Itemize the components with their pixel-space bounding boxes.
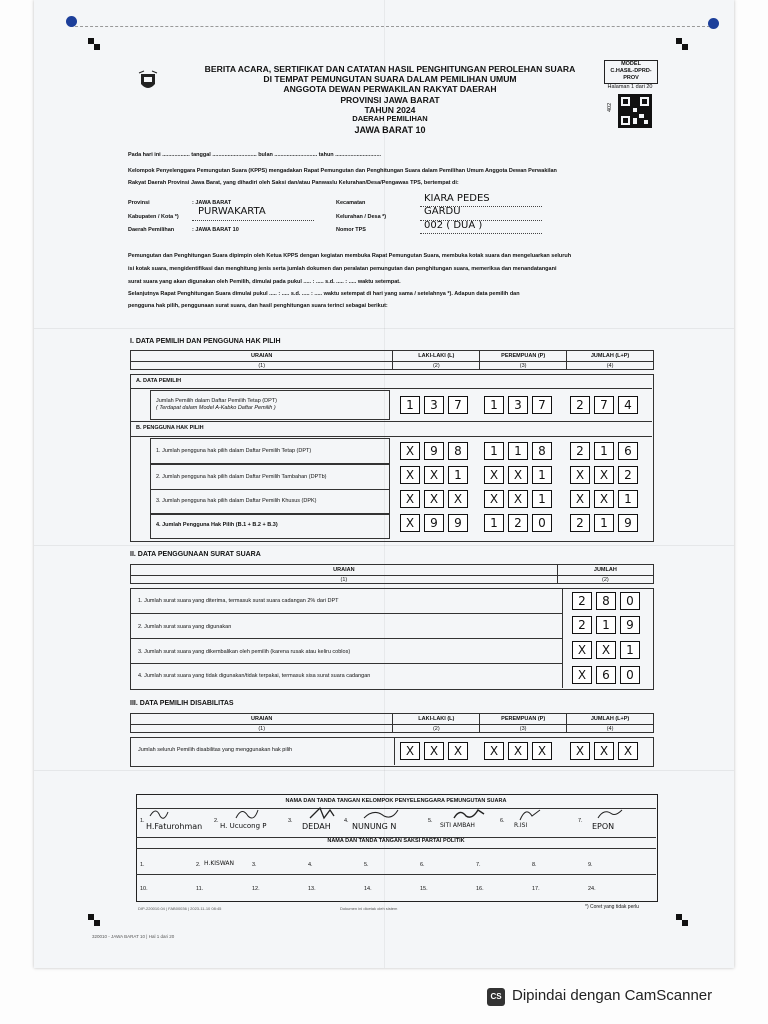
corner-marker-icon — [94, 44, 100, 50]
saksi-number: 14. — [364, 886, 372, 892]
saksi-number: 16. — [476, 886, 484, 892]
digit-box[interactable]: 4 — [618, 396, 638, 414]
section-3-title: III. DATA PEMILIH DISABILITAS — [130, 700, 234, 707]
digit-box[interactable]: 1 — [508, 442, 528, 460]
digit-box[interactable]: X — [532, 742, 552, 760]
camscanner-logo-icon: CS — [487, 988, 505, 1006]
qr-code-icon — [618, 94, 652, 128]
footer-page: 320010 - JAWA BARAT 10 | Hal 1 dari 20 — [92, 934, 175, 939]
digit-box[interactable]: 2 — [570, 514, 590, 532]
saksi-number: 24. — [588, 886, 596, 892]
digit-box[interactable]: 1 — [532, 466, 552, 484]
row-label: 1. Jumlah surat suara yang diterima, termasuk surat suara cadangan 2% dari DPT — [138, 598, 339, 604]
kecamatan-value: KIARA PEDES — [424, 193, 490, 204]
digit-box[interactable]: X — [570, 490, 590, 508]
digit-box[interactable]: 1 — [484, 396, 504, 414]
kelurahan-value: GARDU — [424, 206, 461, 217]
saksi-number: 3. — [252, 862, 257, 868]
digit-box[interactable]: X — [400, 742, 420, 760]
digit-box[interactable]: X — [424, 742, 444, 760]
kpps-number: 1. — [140, 818, 145, 824]
saksi-number: 8. — [532, 862, 537, 868]
digit-box[interactable]: 1 — [448, 466, 468, 484]
body-text-line: pengguna hak pilih, penggunaan surat suara, dan hasil penghitungan suara terinci sebagai berikut: — [128, 303, 388, 309]
digit-box[interactable]: X — [596, 641, 616, 659]
digit-box[interactable]: X — [484, 742, 504, 760]
tps-value: 002 ( DUA ) — [424, 220, 483, 231]
group-b-label: B. PENGGUNA HAK PILIH — [136, 425, 204, 431]
kpps-name: NUNUNG N — [352, 822, 397, 831]
digit-box[interactable]: X — [508, 742, 528, 760]
digit-box[interactable]: X — [448, 490, 468, 508]
section-1-header — [130, 350, 654, 370]
col-num: (1) — [131, 576, 558, 584]
kpps-signatures-icon — [140, 804, 660, 826]
digit-box[interactable]: X — [572, 641, 592, 659]
col-num: (1) — [131, 725, 393, 733]
corner-marker-icon — [682, 44, 688, 50]
provinsi-label: Provinsi — [128, 200, 150, 206]
col-laki: LAKI-LAKI (L) — [393, 714, 480, 725]
saksi-number: 6. — [420, 862, 425, 868]
digit-box[interactable]: X — [594, 466, 614, 484]
section-1-title: I. DATA PEMILIH DAN PENGGUNA HAK PILIH — [130, 338, 281, 345]
col-uraian: URAIAN — [131, 565, 558, 576]
digit-box[interactable]: 2 — [572, 616, 592, 634]
kabupaten-value: PURWAKARTA — [198, 206, 266, 217]
digit-box[interactable]: 2 — [570, 442, 590, 460]
corner-marker-icon — [94, 920, 100, 926]
digit-box[interactable]: 3 — [424, 396, 444, 414]
digit-box[interactable]: X — [400, 466, 420, 484]
digit-box[interactable]: 3 — [508, 396, 528, 414]
digit-box[interactable]: 1 — [400, 396, 420, 414]
saksi-signature-title: NAMA DAN TANDA TANGAN SAKSI PARTAI POLITIK — [327, 838, 465, 844]
col-num: (3) — [480, 725, 567, 733]
col-num: (2) — [393, 362, 480, 370]
kpps-signature-title: NAMA DAN TANDA TANGAN KELOMPOK PENYELENGGARA PEMUNGUTAN SUARA — [285, 798, 507, 804]
kpps-name: EPON — [592, 822, 615, 831]
digit-box[interactable]: 0 — [620, 666, 640, 684]
digit-box[interactable]: 9 — [424, 514, 444, 532]
body-text-line: Pemungutan dan Penghitungan Suara dipimpin oleh Ketua KPPS dengan kegiatan membuka Rapat Pemungutan Suara, membuka kotak suara dan mengeluarkan seluruh — [128, 253, 572, 259]
camscanner-watermark: Dipindai dengan CamScanner — [512, 987, 713, 1004]
row-label: 3. Jumlah pengguna hak pilih dalam Daftar Pemilih Khusus (DPK) — [156, 498, 317, 504]
dapil-value: : JAWA BARAT 10 — [192, 227, 239, 233]
kpps-number: 2. — [214, 818, 219, 824]
row-label: 1. Jumlah pengguna hak pilih dalam Daftar Pemilih Tetap (DPT) — [156, 448, 312, 454]
digit-box[interactable]: 2 — [618, 466, 638, 484]
saksi-number: 17. — [532, 886, 540, 892]
digit-box[interactable]: 1 — [618, 490, 638, 508]
digit-box[interactable]: X — [572, 666, 592, 684]
provinsi-value: : JAWA BARAT — [192, 200, 232, 206]
digit-box[interactable]: X — [570, 742, 590, 760]
digit-box[interactable]: 1 — [532, 490, 552, 508]
col-perempuan: PEREMPUAN (P) — [480, 714, 567, 725]
digit-box[interactable]: X — [400, 514, 420, 532]
digit-box[interactable]: X — [484, 490, 504, 508]
kabupaten-label: Kabupaten / Kota *) — [128, 214, 179, 220]
row-label: Jumlah seluruh Pemilih disabilitas yang menggunakan hak pilih — [138, 747, 293, 753]
digit-box[interactable]: 1 — [484, 442, 504, 460]
digit-box[interactable]: 6 — [596, 666, 616, 684]
saksi-number: 11. — [196, 886, 204, 892]
saksi-number: 9. — [588, 862, 593, 868]
digit-box[interactable]: X — [594, 490, 614, 508]
digit-box[interactable]: 9 — [620, 616, 640, 634]
digit-box[interactable]: 7 — [532, 396, 552, 414]
district-heading: DAERAH PEMILIHAN JAWA BARAT 10 — [352, 114, 428, 135]
col-num: (3) — [480, 362, 567, 370]
qr-number: 402 — [607, 102, 613, 112]
digit-box[interactable]: X — [618, 742, 638, 760]
corner-marker-icon — [682, 920, 688, 926]
model-badge: MODEL C.HASIL-DPRD- PROV — [604, 60, 658, 84]
col-num: (2) — [557, 576, 653, 584]
digit-box[interactable]: 0 — [620, 592, 640, 610]
footer-code: DIP-220010.04 | FAB00036 | 2023-11-10 08:45 — [138, 906, 222, 911]
kpps-name: SITI AMBAH — [440, 822, 475, 829]
kpps-number: 3. — [288, 818, 293, 824]
digit-box[interactable]: 8 — [596, 592, 616, 610]
kecamatan-label: Kecamatan — [336, 200, 366, 206]
saksi-number: 10. — [140, 886, 148, 892]
digit-box[interactable]: 2 — [572, 592, 592, 610]
row-label: Jumlah Pemilih dalam Daftar Pemilih Tetap (DPT) — [156, 398, 277, 404]
group-b-row — [130, 421, 652, 437]
dapil-label: Daerah Pemilihan — [128, 227, 175, 233]
digit-box[interactable]: 7 — [594, 396, 614, 414]
digit-box[interactable]: 7 — [448, 396, 468, 414]
saksi-grid-divider — [136, 874, 656, 875]
saksi-number: 13. — [308, 886, 316, 892]
tps-label: Nomor TPS — [336, 227, 366, 233]
row-sublabel: ( Terdapat dalam Model A-Kabko Daftar Pemilih ) — [156, 405, 276, 411]
col-num: (1) — [131, 362, 393, 370]
kpps-number: 4. — [344, 818, 349, 824]
document-title: BERITA ACARA, SERTIFIKAT DAN CATATAN HASIL PENGHITUNGAN PEROLEHAN SUARA DI TEMPAT PEMUNGUTAN SUARA DALAM PEMILIHAN UMUM ANGGOTA DEWAN PERWAKILAN RAKYAT DAERAH PROVINSI JAWA BARAT TAHUN 2024 — [204, 64, 576, 115]
digit-box[interactable]: X — [508, 490, 528, 508]
saksi-number: 5. — [364, 862, 369, 868]
row-label: 4. Jumlah surat suara yang tidak digunakan/tidak terpakai, termasuk sisa surat suara cadangan — [138, 673, 371, 679]
digit-box[interactable]: X — [570, 466, 590, 484]
intro-line: Pada hari ini .................. tanggal ............................. bulan ............................ tahun .............................. — [128, 152, 382, 158]
digit-box[interactable]: 9 — [424, 442, 444, 460]
digit-box[interactable]: 9 — [618, 514, 638, 532]
digit-box[interactable]: X — [508, 466, 528, 484]
col-laki: LAKI-LAKI (L) — [393, 351, 480, 362]
body-text-line: Selanjutnya Rapat Penghitungan Suara dimulai pukul ..... : ..... s.d. ..... : ..... waktu setempat di hari yang sama / setelahnya *). Adapun data pemilih dan — [128, 291, 520, 297]
digit-box[interactable]: X — [448, 742, 468, 760]
kpps-name: DEDAH — [302, 822, 331, 831]
col-num: (4) — [567, 362, 654, 370]
kpps-number: 5. — [428, 818, 433, 824]
pushpin-icon — [66, 16, 77, 27]
section-2-title: II. DATA PENGGUNAAN SURAT SUARA — [130, 551, 261, 558]
kelurahan-label: Kelurahan / Desa *) — [336, 214, 387, 220]
pushpin-icon — [708, 18, 719, 29]
digit-box[interactable]: 2 — [508, 514, 528, 532]
kpps-name: R.ISI — [514, 822, 528, 829]
saksi-name: H.KISWAN — [204, 860, 235, 867]
digit-box[interactable]: 9 — [448, 514, 468, 532]
digit-box[interactable]: X — [424, 466, 444, 484]
col-num: (2) — [393, 725, 480, 733]
group-a-row — [130, 374, 652, 389]
digit-box[interactable]: X — [484, 466, 504, 484]
saksi-number: 1. — [140, 862, 145, 868]
digit-box[interactable]: X — [594, 742, 614, 760]
col-uraian: URAIAN — [131, 714, 393, 725]
col-jumlah: JUMLAH (L+P) — [567, 714, 654, 725]
digit-box[interactable]: 1 — [596, 616, 616, 634]
saksi-number: 12. — [252, 886, 260, 892]
kpps-name: H.Faturohman — [146, 822, 203, 831]
digit-box[interactable]: 2 — [570, 396, 590, 414]
body-text-line: surat suara yang akan digunakan oleh Pemilih, dimulai pada pukul ..... : ..... s.d. ..... : ..... waktu setempat. — [128, 279, 401, 285]
kpps-name: H. Ucucong P — [220, 822, 267, 830]
kpps-number: 6. — [500, 818, 505, 824]
digit-box[interactable]: 1 — [484, 514, 504, 532]
digit-box[interactable]: 0 — [532, 514, 552, 532]
body-text-line: isi kotak suara, mengidentifikasi dan menghitung jenis serta jumlah dokumen dan peralatan pemungutan dan penghitungan suara, memeriksa dan menandatangani — [128, 266, 557, 272]
row-label: 2. Jumlah pengguna hak pilih dalam Daftar Pemilih Tambahan (DPTb) — [156, 474, 327, 480]
saksi-number: 4. — [308, 862, 313, 868]
digit-box[interactable]: 1 — [594, 514, 614, 532]
intro-line: Kelompok Penyelenggara Pemungutan Suara (KPPS) mengadakan Rapat Pemungutan dan Penghitungan Suara dalam Pemilihan Umum Anggota Dewan Perwakilan — [128, 168, 557, 174]
digit-box[interactable]: X — [400, 490, 420, 508]
section-2-header — [130, 564, 654, 584]
footer-note: *) Coret yang tidak perlu — [585, 904, 639, 910]
intro-line: Rakyat Daerah Provinsi Jawa Barat, yang dihadiri oleh Saksi dan/atau Panwaslu Kelurahan/Desa/Pengawas TPS, bertempat di: — [128, 180, 459, 186]
perforation-line — [70, 26, 710, 27]
digit-box[interactable]: 8 — [532, 442, 552, 460]
col-num: (4) — [567, 725, 654, 733]
section-3-header — [130, 713, 654, 733]
digit-box[interactable]: 8 — [448, 442, 468, 460]
kpps-number: 7. — [578, 818, 583, 824]
digit-box[interactable]: X — [424, 490, 444, 508]
row-label: 4. Jumlah Pengguna Hak Pilih (B.1 + B.2 + B.3) — [156, 522, 278, 528]
col-uraian: URAIAN — [131, 351, 393, 362]
digit-box[interactable]: 1 — [620, 641, 640, 659]
col-perempuan: PEREMPUAN (P) — [480, 351, 567, 362]
group-a-label: A. DATA PEMILIH — [136, 378, 182, 384]
saksi-number: 7. — [476, 862, 481, 868]
footer-code: Dokumen ini dicetak oleh sistem — [340, 906, 398, 911]
digit-box[interactable]: X — [400, 442, 420, 460]
col-jumlah: JUMLAH — [557, 565, 653, 576]
saksi-number: 15. — [420, 886, 428, 892]
col-jumlah: JUMLAH (L+P) — [567, 351, 654, 362]
row-label: 2. Jumlah surat suara yang digunakan — [138, 624, 232, 630]
digit-box[interactable]: 6 — [618, 442, 638, 460]
digit-box[interactable]: 1 — [594, 442, 614, 460]
saksi-number: 2. — [196, 862, 201, 868]
row-label: 3. Jumlah surat suara yang dikembalikan oleh pemilih (karena rusak atau keliru coblos) — [138, 649, 351, 655]
kpu-emblem-icon — [138, 70, 158, 94]
page-count: Halaman 1 dari 20 — [607, 84, 653, 90]
